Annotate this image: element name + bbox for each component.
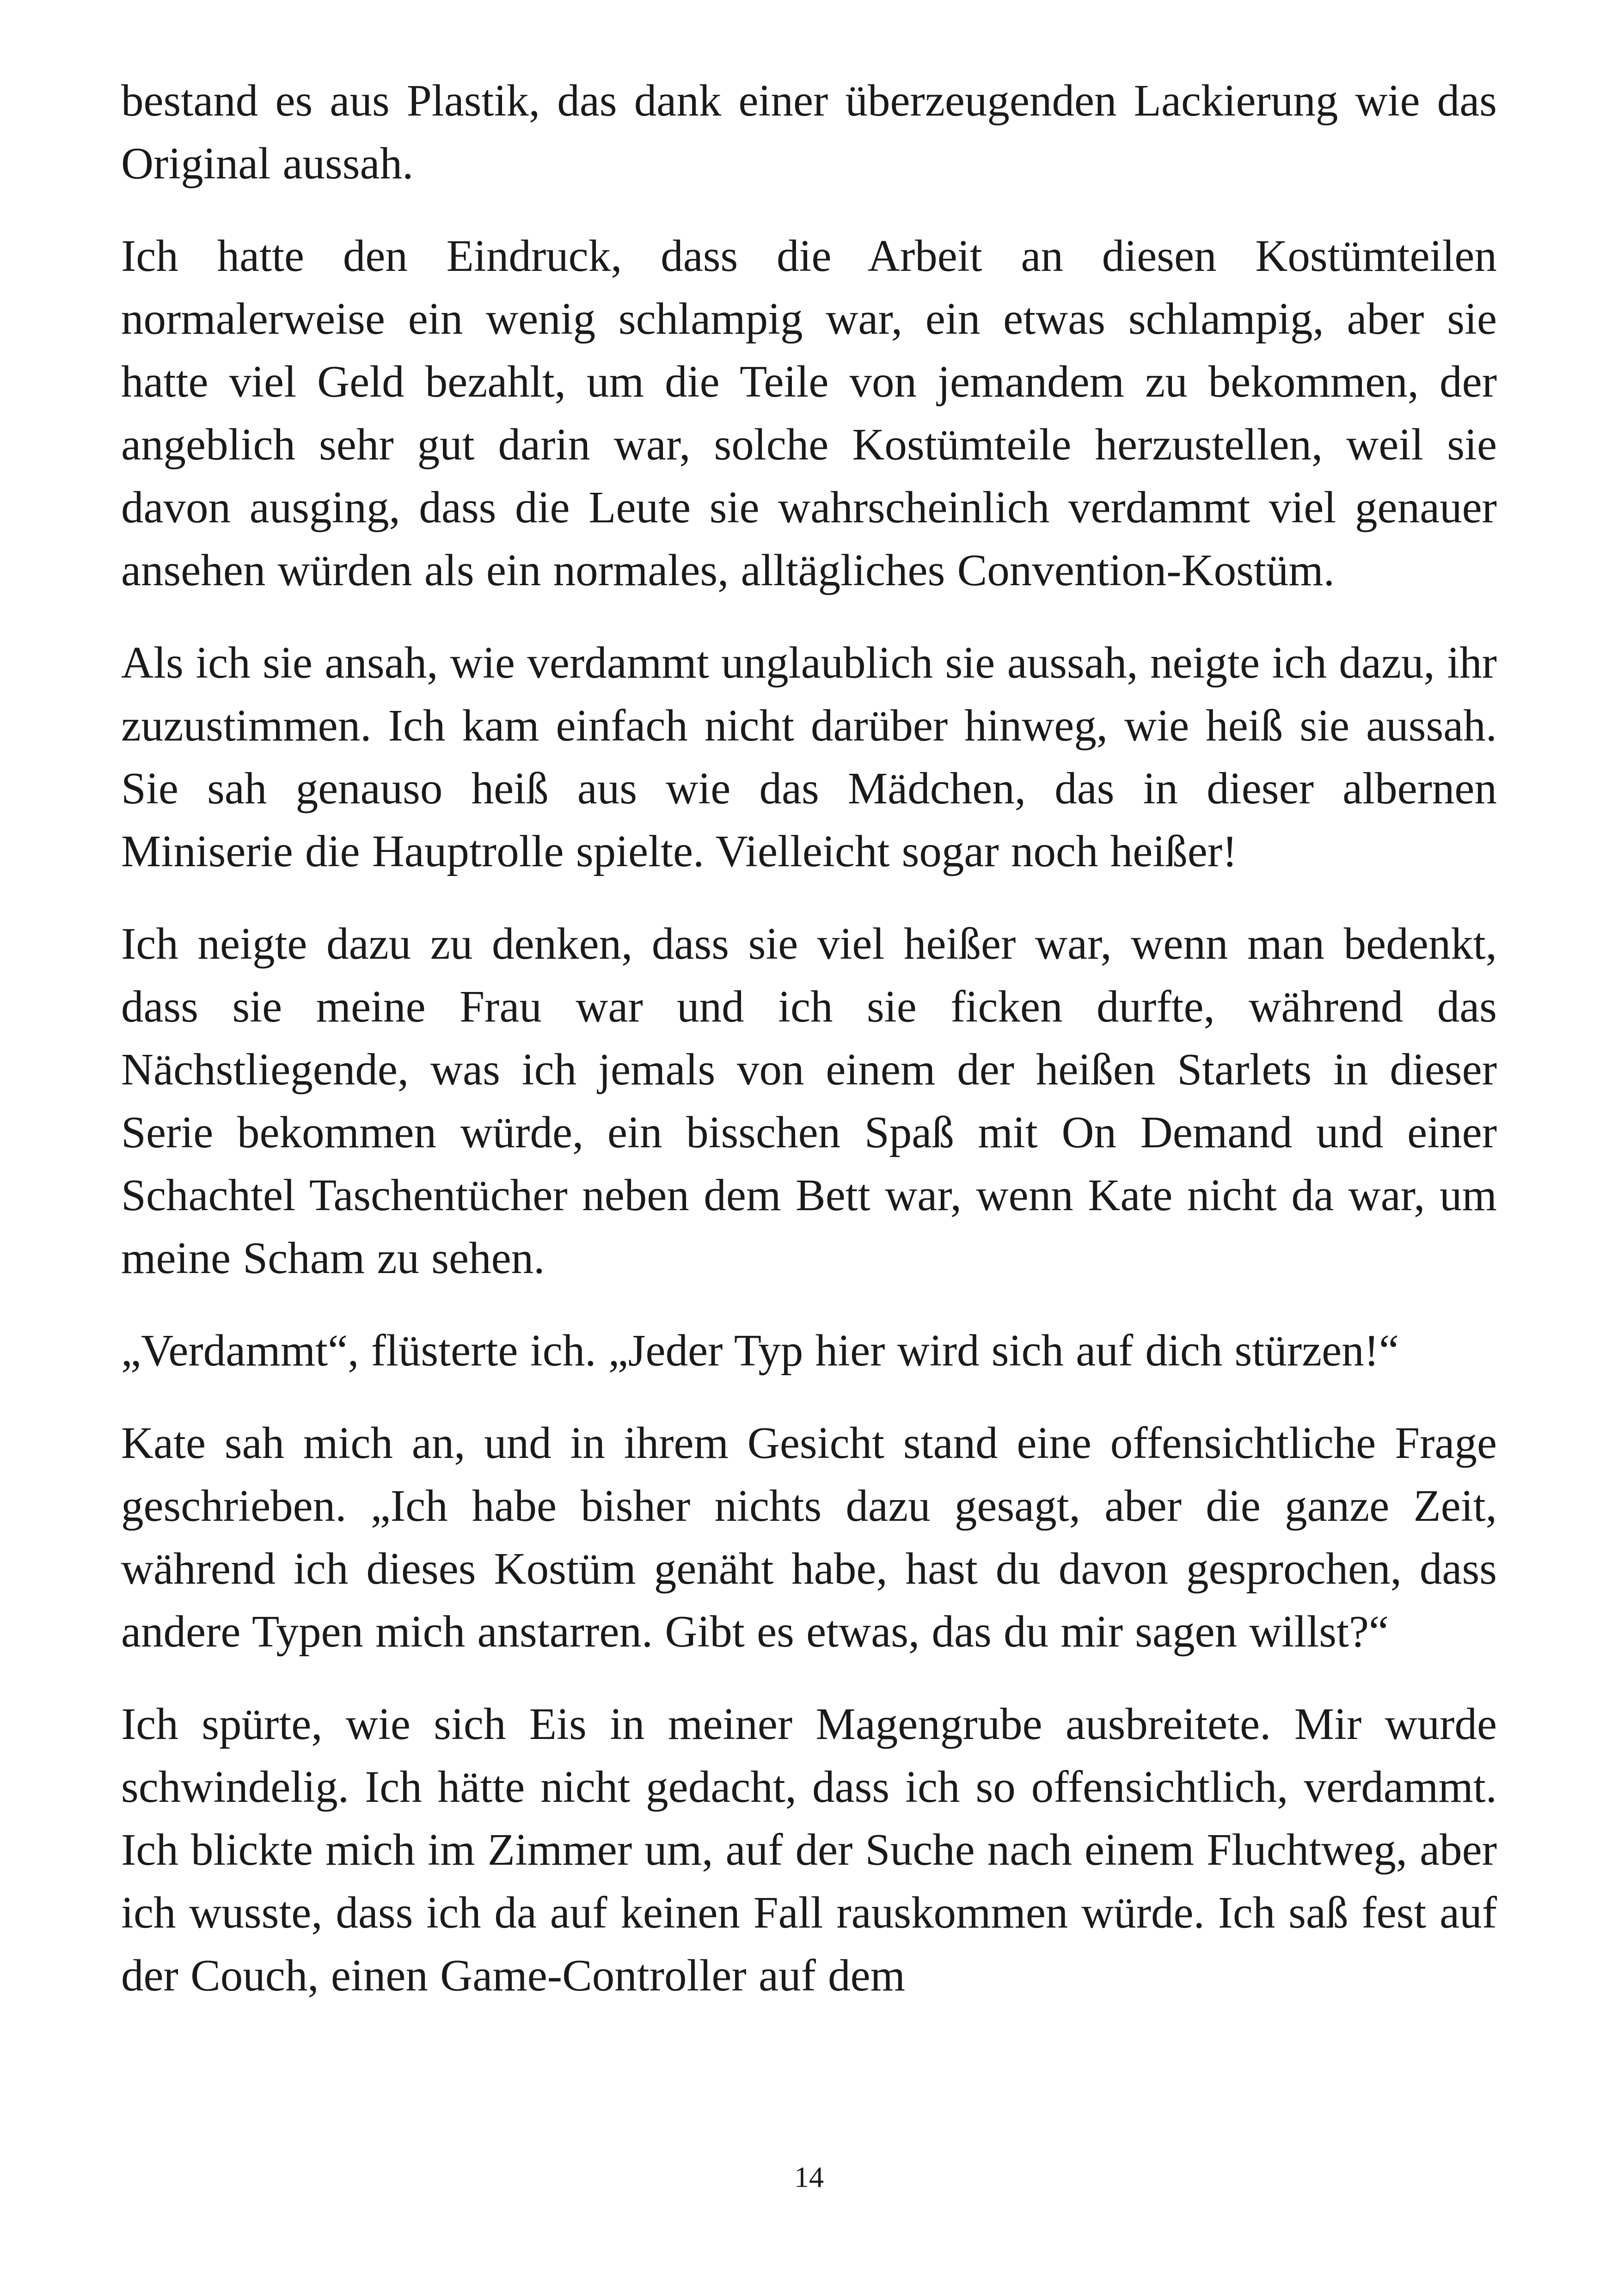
paragraph: bestand es aus Plastik, das dank einer überzeugenden Lackierung wie das Original aussah.: [121, 76, 1497, 188]
page-number: 14: [794, 2161, 824, 2193]
paragraph: Als ich sie ansah, wie verdammt unglaublich sie aussah, neigte ich dazu, ihr zuzustimmen. Ich kam einfach nicht darüber hinweg, wie heiß sie aussah. Sie sah genauso heiß aus wie das Mädchen, das in dieser albernen Miniserie die Hauptrolle spielte. Vielleicht sogar noch heißer!: [121, 638, 1497, 876]
paragraph: Ich spürte, wie sich Eis in meiner Magengrube ausbreitete. Mir wurde schwindelig. Ich hätte nicht gedacht, dass ich so offensichtlich, verdammt. Ich blickte mich im Zimmer um, auf der Suche nach einem Fluchtweg, aber ich wusste, dass ich da auf keinen Fall rauskommen würde. Ich saß fest auf der Couch, einen Game-Controller auf dem: [121, 1699, 1497, 2000]
paragraph: Kate sah mich an, und in ihrem Gesicht stand eine offensichtliche Frage geschrieben. „Ich habe bisher nichts dazu gesagt, aber die ganze Zeit, während ich dieses Kostüm genäht habe, hast du davon gesprochen, dass andere Typen mich anstarren. Gibt es etwas, das du mir sagen willst?“: [121, 1418, 1497, 1656]
paragraph: Ich neigte dazu zu denken, dass sie viel heißer war, wenn man bedenkt, dass sie meine Frau war und ich sie ficken durfte, während das Nächstliegende, was ich jemals von einem der heißen Starlets in dieser Serie bekommen würde, ein bisschen Spaß mit On Demand und einer Schachtel Taschentücher neben dem Bett war, wenn Kate nicht da war, um meine Scham zu sehen.: [121, 919, 1497, 1283]
paragraph: „Verdammt“, flüsterte ich. „Jeder Typ hier wird sich auf dich stürzen!“: [121, 1326, 1399, 1375]
page-body: [121, 69, 1497, 2007]
paragraph: Ich hatte den Eindruck, dass die Arbeit an diesen Kostümteilen normalerweise ein wenig schlampig war, ein etwas schlampig, aber sie hatte viel Geld bezahlt, um die Teile von jemandem zu bekommen, der angeblich sehr gut darin war, solche Kostümteile herzustellen, weil sie davon ausging, dass die Leute sie wahrscheinlich verdammt viel genauer ansehen würden als ein normales, alltägliches Convention-Kostüm.: [121, 231, 1497, 595]
